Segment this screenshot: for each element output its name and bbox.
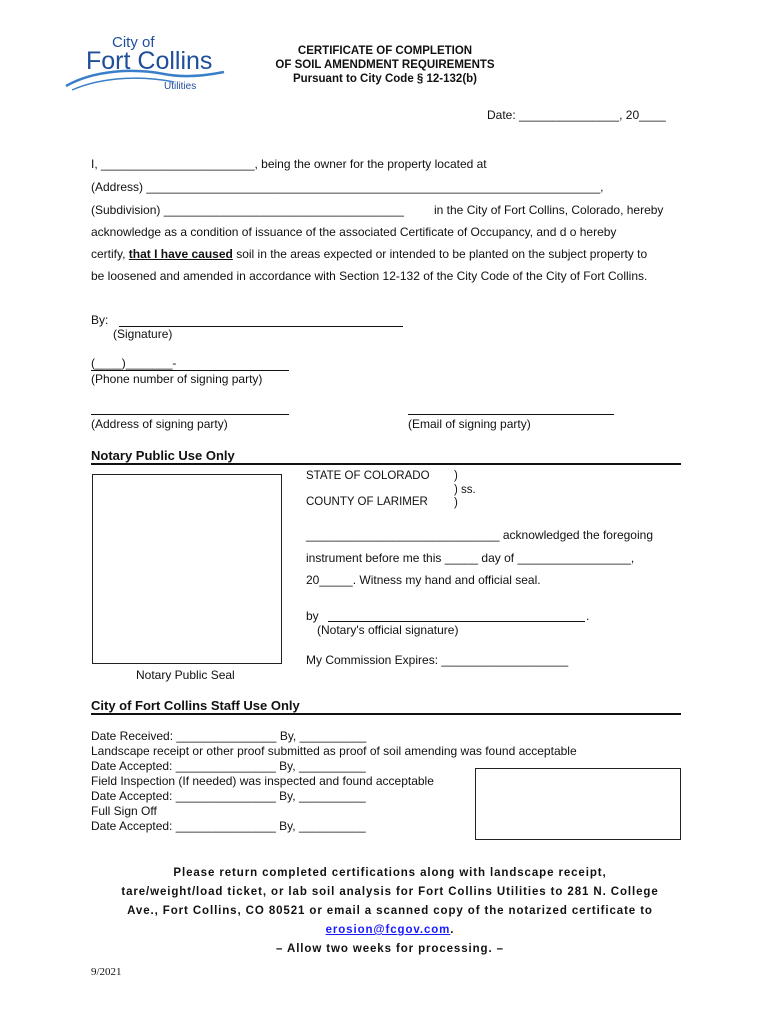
- staff-line-4: Field Inspection (If needed) was inspected and found acceptable: [91, 774, 434, 788]
- header-code-ref: Pursuant to City Code § 12-132(b): [292, 73, 478, 85]
- footer-line-5: – Allow two weeks for processing. –: [276, 943, 504, 955]
- address-signing-caption: (Address of signing party): [91, 417, 228, 431]
- certify-line: [91, 247, 647, 261]
- footer-line-2: tare/weight/load ticket, or lab soil analysis for Fort Collins Utilities to 281 N. College: [121, 886, 659, 898]
- subdivision-text: in the City of Fort Collins, Colorado, hereby: [434, 203, 664, 217]
- email-link[interactable]: erosion@fcgov.com: [325, 924, 451, 936]
- by-label: By:: [91, 313, 109, 327]
- date-field[interactable]: Date: _______________, 20____: [487, 108, 666, 122]
- ss-label: ) ss.: [454, 484, 476, 496]
- acknowledge-line: acknowledge as a condition of issuance of the associated Certificate of Occupancy, and d o hereby: [91, 225, 617, 239]
- certify-word: certify,: [91, 247, 126, 261]
- logo-text-utilities: Utilities: [164, 81, 197, 92]
- commission-expires-line[interactable]: My Commission Expires: ___________________: [306, 653, 569, 667]
- email-signing-line[interactable]: [408, 414, 614, 415]
- notary-seal-box: [92, 474, 282, 664]
- staff-line-2: Landscape receipt or other proof submitted as proof of soil amending was found acceptable: [91, 744, 577, 758]
- county-label: COUNTY OF LARIMER: [306, 496, 428, 508]
- phone-caption: (Phone number of signing party): [91, 372, 263, 386]
- paren-1: ): [454, 470, 458, 482]
- email-signing-caption: (Email of signing party): [408, 417, 531, 431]
- notary-by-period: .: [586, 609, 590, 623]
- phone-field[interactable]: (____)_______-: [91, 356, 177, 370]
- certify-rest: soil in the areas expected or intended to be planted on the subject property to: [236, 247, 648, 261]
- notary-seal-caption: Notary Public Seal: [136, 668, 235, 682]
- city-logo: [64, 32, 234, 94]
- signature-caption: (Signature): [113, 327, 173, 341]
- phone-line[interactable]: [91, 370, 289, 371]
- address-line[interactable]: (Address) ____________________________________________________________________,: [91, 180, 604, 194]
- certify-emphasis: that I have caused: [128, 247, 233, 261]
- notary-section-title: Notary Public Use Only: [91, 448, 235, 463]
- footer-line-3: Ave., Fort Collins, CO 80521 or email a scanned copy of the notarized certificate to: [127, 905, 653, 917]
- email-period: .: [450, 924, 455, 936]
- header-subtitle: OF SOIL AMENDMENT REQUIREMENTS: [275, 59, 495, 71]
- staff-line-1[interactable]: Date Received: _______________ By, __________: [91, 729, 367, 743]
- owner-line[interactable]: I, _______________________, being the owner for the property located at: [91, 157, 487, 171]
- notary-witness-line[interactable]: 20_____. Witness my hand and official seal.: [306, 573, 541, 587]
- staff-line-5[interactable]: Date Accepted: _______________ By, __________: [91, 789, 366, 803]
- staff-line-3[interactable]: Date Accepted: _______________ By, __________: [91, 759, 366, 773]
- version-label: 9/2021: [91, 966, 122, 978]
- state-label: STATE OF COLORADO: [306, 470, 430, 482]
- notary-signature-line[interactable]: [328, 621, 585, 622]
- footer-line-1: Please return completed certifications along with landscape receipt,: [173, 867, 607, 879]
- notary-signature-caption: (Notary's official signature): [317, 623, 459, 637]
- loosened-line: be loosened and amended in accordance with Section 12-132 of the City Code of the City of Fort Collins.: [91, 269, 648, 283]
- address-signing-line[interactable]: [91, 414, 289, 415]
- paren-3: ): [454, 497, 458, 509]
- footer-instructions: [70, 864, 710, 959]
- staff-line-6: Full Sign Off: [91, 804, 157, 818]
- notary-by-label: by: [306, 609, 319, 623]
- header-title: CERTIFICATE OF COMPLETION: [297, 45, 473, 57]
- logo-text-city-of: City of: [112, 34, 155, 51]
- staff-section-title: City of Fort Collins Staff Use Only: [91, 698, 300, 713]
- document-header: [230, 44, 540, 86]
- notary-ack-line[interactable]: _____________________________ acknowledged the foregoing: [306, 528, 653, 542]
- staff-section-rule: [91, 713, 681, 715]
- staff-line-7[interactable]: Date Accepted: _______________ By, __________: [91, 819, 366, 833]
- notary-section-rule: [91, 463, 681, 465]
- logo-text-fort-collins: Fort Collins: [86, 47, 213, 75]
- staff-stamp-box: [475, 768, 681, 840]
- footer-email-row: [70, 921, 710, 940]
- notary-instrument-line[interactable]: instrument before me this _____ day of _________________,: [306, 551, 635, 565]
- subdivision-line[interactable]: (Subdivision) ____________________________________: [91, 203, 404, 217]
